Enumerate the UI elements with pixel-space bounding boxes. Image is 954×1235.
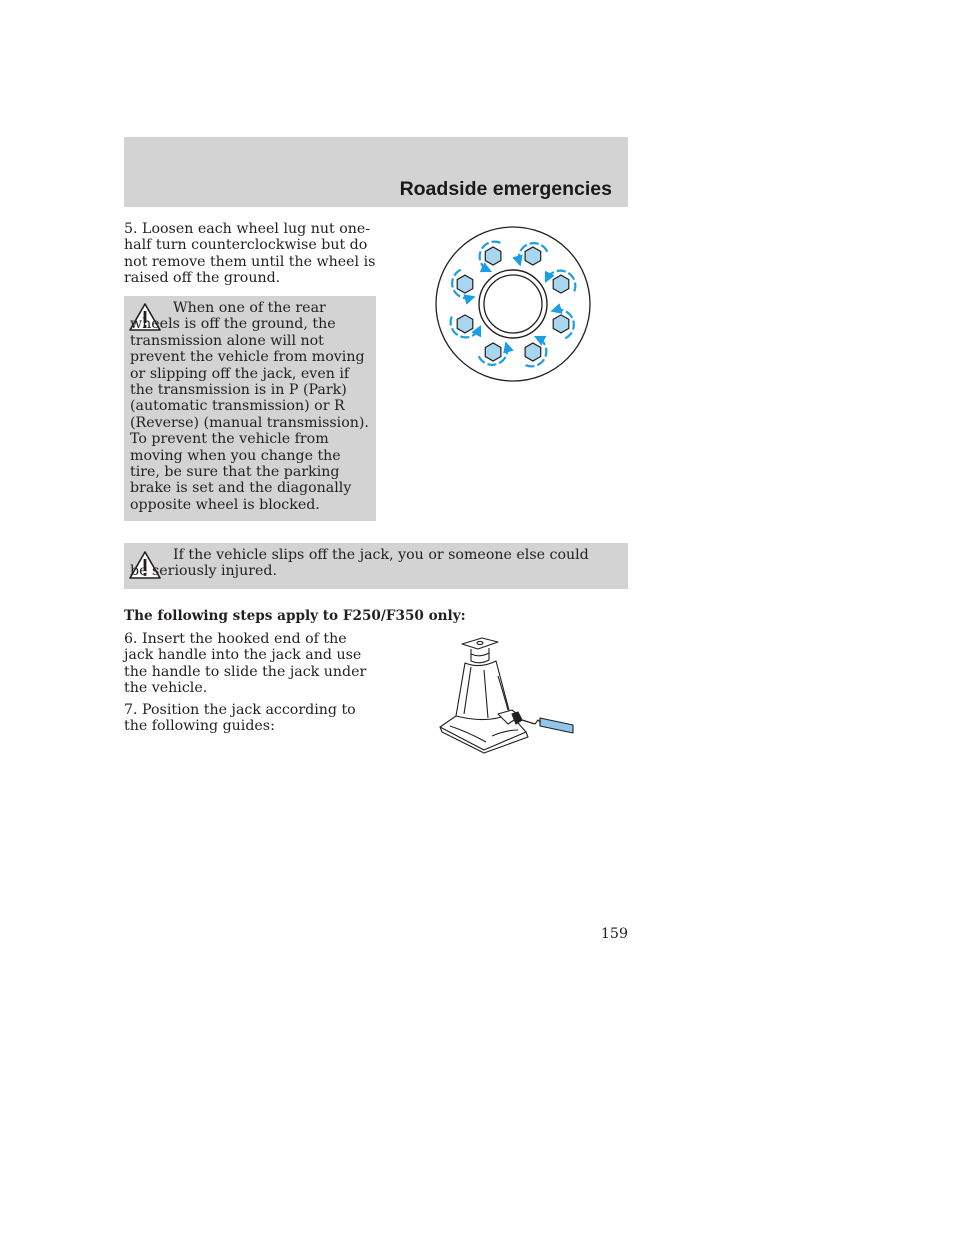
page-number: 159	[600, 926, 628, 942]
jack-and-handle-illustration	[438, 630, 580, 754]
lug-nut	[485, 343, 501, 361]
rear-wheel-warning-text: When one of the rear wheels is off the ground, the transmission alone will not prevent the vehicle from moving or slipping off the jack, even if the transmission is in P (Park) (automatic transmission) or R (Reverse) (manual transmission). To prevent the vehicle from moving when you change the tire, be sure that the parking brake is set and the diagonally opposite wheel is blocked.	[130, 300, 369, 513]
lug-nut	[457, 315, 473, 333]
wheel-hub-inner	[484, 275, 542, 333]
steps-heading: The following steps apply to F250/F350 only:	[124, 608, 466, 624]
jack-slip-warning-box	[124, 543, 628, 589]
lug-nut	[525, 343, 541, 361]
lug-nut	[553, 275, 569, 293]
step-6-text: 6. Insert the hooked end of the jack handle into the jack and use the handle to slide the jack under the vehicle.	[124, 631, 367, 697]
section-title: Roadside emergencies	[399, 178, 612, 200]
jack-slip-warning-text: If the vehicle slips off the jack, you or someone else could be seriously injured.	[130, 547, 589, 580]
step-5-text: 5. Loosen each wheel lug nut one-half turn counterclockwise but do not remove them until the wheel is raised off the ground.	[124, 221, 376, 287]
lug-nut	[457, 275, 473, 293]
rear-wheel-warning-box	[124, 296, 376, 521]
step-7-text: 7. Position the jack according to the following guides:	[124, 702, 356, 735]
lug-nut	[553, 315, 569, 333]
lug-nut	[525, 247, 541, 265]
lug-nut	[485, 247, 501, 265]
wheel-lug-nut-illustration	[428, 222, 598, 390]
section-header-band	[124, 137, 628, 207]
